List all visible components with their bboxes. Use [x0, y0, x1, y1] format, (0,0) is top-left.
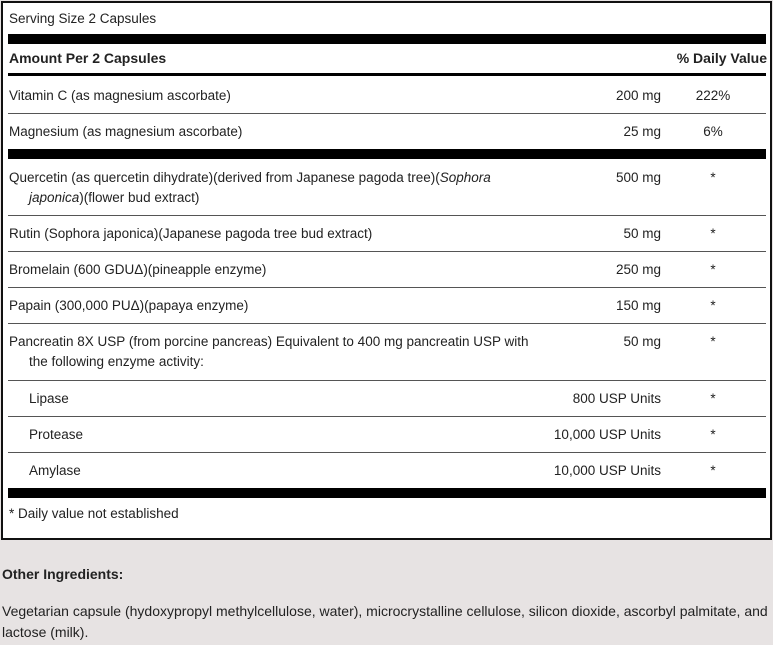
enzyme-name: Amylase	[29, 463, 81, 478]
ingredient-name: Papain (300,000 PUΔ)(papaya enzyme)	[9, 298, 249, 313]
daily-value-header: % Daily Value	[676, 50, 767, 66]
ingredient-row	[8, 160, 766, 216]
enzyme-row	[8, 417, 766, 453]
enzyme-daily-value: *	[710, 463, 716, 478]
nutrient-name: Vitamin C (as magnesium ascorbate)	[9, 88, 231, 103]
nutrient-row	[8, 78, 766, 114]
divider-bar	[8, 34, 766, 44]
divider-bar	[8, 73, 766, 76]
ingredient-amount: 50 mg	[623, 334, 661, 349]
ingredient-row	[8, 252, 766, 288]
ingredient-amount: 500 mg	[615, 170, 661, 185]
ingredient-amount: 50 mg	[623, 226, 661, 241]
ingredient-name: Quercetin (as quercetin dihydrate)(derived from Japanese pagoda tree)(Sophora japonica)(flower bud extract)	[9, 170, 491, 205]
ingredient-amount: 250 mg	[615, 262, 661, 277]
nutrient-daily-value: 6%	[703, 124, 723, 139]
nutrient-daily-value: 222%	[695, 88, 731, 103]
ingredient-row	[8, 288, 766, 324]
ingredient-name: Pancreatin 8X USP (from porcine pancreas) Equivalent to 400 mg pancreatin USP with the following enzyme activity:	[9, 334, 529, 369]
other-ingredients-title: Other Ingredients:	[2, 566, 124, 582]
divider-bar	[8, 488, 766, 498]
serving-size: Serving Size 2 Capsules	[9, 11, 157, 26]
ingredient-amount: 150 mg	[615, 298, 661, 313]
ingredient-name: Bromelain (600 GDUΔ)(pineapple enzyme)	[9, 262, 267, 277]
supplement-facts-panel	[1, 1, 772, 540]
ingredient-daily-value: *	[710, 226, 716, 241]
enzyme-amount: 10,000 USP Units	[553, 463, 661, 478]
amount-header: Amount Per 2 Capsules	[9, 50, 167, 66]
enzyme-daily-value: *	[710, 391, 716, 406]
footnote: * Daily value not established	[9, 506, 179, 521]
other-ingredients-text: Vegetarian capsule (hydoxypropyl methylcellulose, water), microcrystalline cellulose, silicon dioxide, ascorbyl palmitate, and lactose (milk).	[2, 603, 768, 640]
ingredient-name: Rutin (Sophora japonica)(Japanese pagoda tree bud extract)	[9, 226, 373, 241]
enzyme-daily-value: *	[710, 427, 716, 442]
enzyme-row	[8, 381, 766, 417]
ingredient-row	[8, 216, 766, 252]
nutrient-amount: 25 mg	[623, 124, 661, 139]
nutrient-row	[8, 114, 766, 148]
divider-bar	[8, 149, 766, 159]
enzyme-name: Lipase	[29, 391, 69, 406]
ingredient-row	[8, 324, 766, 381]
nutrient-amount: 200 mg	[615, 88, 661, 103]
enzyme-name: Protease	[29, 427, 84, 442]
ingredient-daily-value: *	[710, 334, 716, 349]
ingredient-daily-value: *	[710, 262, 716, 277]
ingredient-daily-value: *	[710, 298, 716, 313]
enzyme-row	[8, 453, 766, 487]
enzyme-amount: 800 USP Units	[572, 391, 661, 406]
enzyme-amount: 10,000 USP Units	[553, 427, 661, 442]
ingredient-daily-value: *	[710, 170, 716, 185]
nutrient-name: Magnesium (as magnesium ascorbate)	[9, 124, 243, 139]
